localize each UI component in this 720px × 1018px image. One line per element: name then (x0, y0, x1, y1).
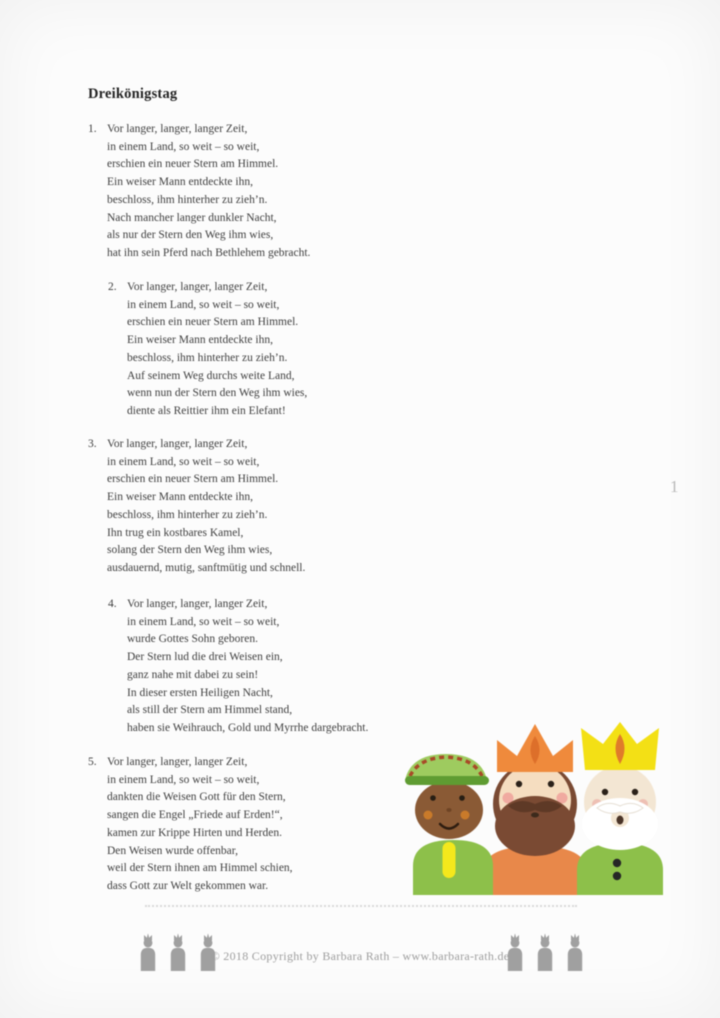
verse-number: 2. (108, 281, 117, 293)
verse-line: erschien ein neuer Stern am Himmel. (107, 473, 279, 486)
verse-lines (107, 754, 293, 896)
verse-line: Ein weiser Mann entdeckte ihn, (127, 334, 273, 347)
verse-lines (107, 436, 305, 578)
king-right (577, 722, 663, 895)
verse-line: diente als Reittier ihm ein Elefant! (127, 404, 286, 417)
verse-line: erschien ein neuer Stern am Himmel. (127, 316, 299, 329)
verse-line: In dieser ersten Heiligen Nacht, (127, 686, 273, 699)
verse (88, 754, 293, 896)
king-middle (483, 724, 587, 895)
verse-line: Vor langer, langer, langer Zeit, (127, 598, 268, 610)
verse-line: dass Gott zur Welt gekommen war. (107, 879, 269, 892)
verse-line: Ein weiser Mann entdeckte ihn, (107, 491, 253, 504)
verse-line: beschloss, ihm hinterher zu zieh’n. (107, 508, 268, 521)
verse-line: Ihn trug ein kostbares Kamel, (107, 526, 244, 539)
verse-line: beschloss, ihm hinterher zu zieh’n. (127, 351, 288, 364)
verse-line: Der Stern lud die drei Weisen ein, (127, 651, 283, 664)
verse-line: Den Weisen wurde offenbar, (107, 844, 239, 857)
verse-line: kamen zur Krippe Hirten und Herden. (107, 826, 282, 839)
king-left (405, 754, 493, 895)
three-kings-illustration (405, 720, 663, 895)
verse-line: Auf seinem Weg durchs weite Land, (127, 369, 295, 382)
verse-number: 3. (88, 438, 97, 450)
dotted-divider (145, 905, 577, 907)
verse-number: 1. (88, 123, 97, 135)
verse-line: Vor langer, langer, langer Zeit, (107, 438, 248, 450)
verse-line: dankten die Weisen Gott für den Stern, (107, 791, 286, 804)
verse-line: in einem Land, so weit – so weit, (127, 615, 280, 628)
page-number: 1 (670, 477, 679, 496)
verse-lines (107, 121, 310, 263)
verse (88, 121, 310, 263)
verse-lines (127, 279, 307, 421)
verse-line: Vor langer, langer, langer Zeit, (127, 281, 268, 293)
verse-line: hat ihn sein Pferd nach Bethlehem gebracht. (107, 246, 311, 259)
verse-line: ganz nahe mit dabei zu sein! (127, 668, 259, 681)
verse-line: solang der Stern den Weg ihm wies, (107, 544, 273, 557)
verse-line: wurde Gottes Sohn geboren. (127, 633, 258, 646)
verse-line: in einem Land, so weit – so weit, (107, 455, 260, 468)
verse-line: Nach mancher langer dunkler Nacht, (107, 211, 277, 224)
verse (108, 279, 307, 421)
verse-line: als still der Stern am Himmel stand, (127, 704, 293, 717)
verse-line: weil der Stern ihnen am Himmel schien, (107, 862, 293, 875)
verse-line: in einem Land, so weit – so weit, (107, 773, 260, 786)
verse-line: ausdauernd, mutig, sanftmütig und schnell. (107, 561, 306, 574)
verse-line: Vor langer, langer, langer Zeit, (107, 123, 248, 135)
verse-line: als nur der Stern den Weg ihm wies, (107, 229, 274, 242)
verse (108, 596, 368, 738)
verse-line: haben sie Weihrauch, Gold und Myrrhe dargebracht. (127, 721, 369, 734)
verse-number: 5. (88, 756, 97, 768)
verse-number: 4. (108, 598, 117, 610)
verse-line: sangen die Engel „Friede auf Erden!“, (107, 809, 283, 822)
verse-line: Vor langer, langer, langer Zeit, (107, 756, 248, 768)
copyright-text: © 2018 Copyright by Barbara Rath – www.barbara-rath.de (210, 949, 510, 963)
verse-line: in einem Land, so weit – so weit, (127, 298, 280, 311)
page-title: Dreikönigstag (88, 86, 178, 102)
verse-line: beschloss, ihm hinterher zu zieh’n. (107, 193, 268, 206)
verse-line: erschien ein neuer Stern am Himmel. (107, 158, 279, 171)
verse-lines (127, 596, 368, 738)
verse (88, 436, 305, 578)
verse-line: Ein weiser Mann entdeckte ihn, (107, 176, 253, 189)
verse-line: wenn nun der Stern den Weg ihm wies, (127, 387, 308, 400)
verse-line: in einem Land, so weit – so weit, (107, 140, 260, 153)
